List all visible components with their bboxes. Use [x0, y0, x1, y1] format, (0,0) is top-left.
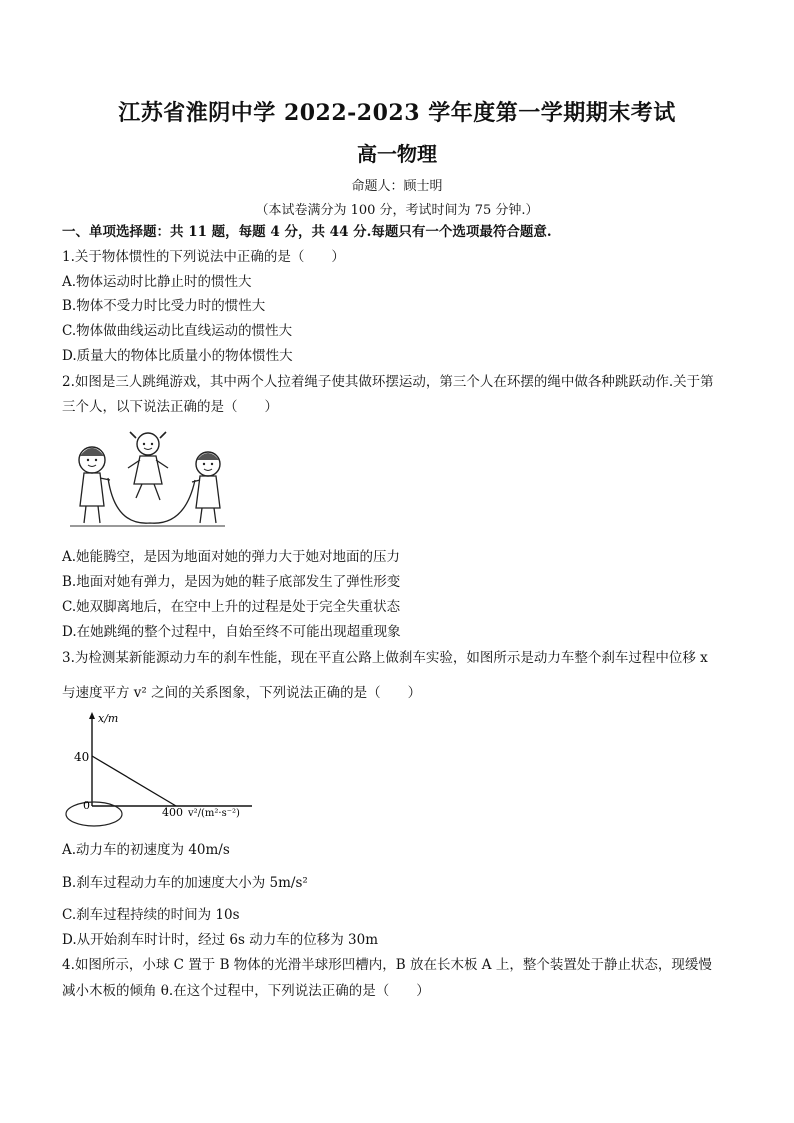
q4-stem-line2: 减小木板的倾角 θ.在这个过程中，下列说法正确的是（ ）: [62, 983, 430, 999]
q3-option-c: C.刹车过程持续的时间为 10s: [62, 907, 240, 923]
exam-note: （本试卷满分为 100 分，考试时间为 75 分钟.）: [255, 203, 539, 218]
jump-rope-illustration: [70, 428, 230, 532]
graph-y-tick: 40: [74, 750, 90, 764]
graph-x-label: v²/(m²·s⁻²): [188, 808, 240, 819]
middle-girl-figure: [128, 432, 168, 500]
q2-option-d: D.在她跳绳的整个过程中，自始至终不可能出现超重现象: [62, 624, 401, 640]
q2-stem-line2: 三个人，以下说法正确的是（ ）: [62, 399, 278, 415]
q3-option-b: B.刹车过程动力车的加速度大小为 5m/s²: [62, 875, 308, 891]
section-heading: 一、单项选择题：共 11 题，每题 4 分，共 44 分.每题只有一个选项最符合题意.: [62, 224, 552, 240]
right-girl-figure: [192, 452, 220, 523]
q3-option-d: D.从开始刹车时计时，经过 6s 动力车的位移为 30m: [62, 932, 379, 948]
exam-subtitle: 高一物理: [357, 142, 437, 166]
q1-option-b: B.物体不受力时比受力时的惯性大: [62, 298, 266, 314]
q2-option-a: A.她能腾空，是因为地面对她的弹力大于她对地面的压力: [62, 549, 401, 565]
q1-option-d: D.质量大的物体比质量小的物体惯性大: [62, 348, 293, 364]
q1-stem: 1.关于物体惯性的下列说法中正确的是（ ）: [62, 249, 345, 265]
graph-data-line: [92, 756, 176, 806]
left-girl-figure: [79, 447, 110, 523]
q3-stem-line2: 与速度平方 v² 之间的关系图象，下列说法正确的是（ ）: [62, 685, 422, 701]
q2-stem-line1: 2.如图是三人跳绳游戏，其中两个人拉着绳子使其做环摆运动，第三个人在环摆的绳中做各种跳跃动作.关于第: [62, 374, 714, 390]
q3-option-a: A.动力车的初速度为 40m/s: [62, 842, 230, 858]
q2-option-b: B.地面对她有弹力，是因为她的鞋子底部发生了弹性形变: [62, 574, 401, 590]
q1-option-c: C.物体做曲线运动比直线运动的惯性大: [62, 323, 293, 339]
graph-origin: 0: [83, 799, 90, 812]
graph-y-label: x/m: [98, 712, 119, 725]
q4-stem-line1: 4.如图所示，小球 C 置于 B 物体的光滑半球形凹槽内，B 放在长木板 A 上，整个装置处于静止状态，现缓慢: [62, 957, 712, 973]
graph-y-arrow: [89, 712, 95, 719]
graph-x-tick: 400: [162, 806, 183, 819]
exam-title: 江苏省淮阴中学 2022-2023 学年度第一学期期末考试: [118, 100, 676, 126]
x-v2-graph: [62, 710, 262, 830]
q3-stem-line1: 3.为检测某新能源动力车的刹车性能，现在平直公路上做刹车实验，如图所示是动力车整个刹车过程中位移 x: [62, 650, 708, 666]
q1-option-a: A.物体运动时比静止时的惯性大: [62, 274, 252, 290]
q2-option-c: C.她双脚离地后，在空中上升的过程是处于完全失重状态: [62, 599, 401, 615]
author-line: 命题人：顾士明: [351, 179, 443, 194]
